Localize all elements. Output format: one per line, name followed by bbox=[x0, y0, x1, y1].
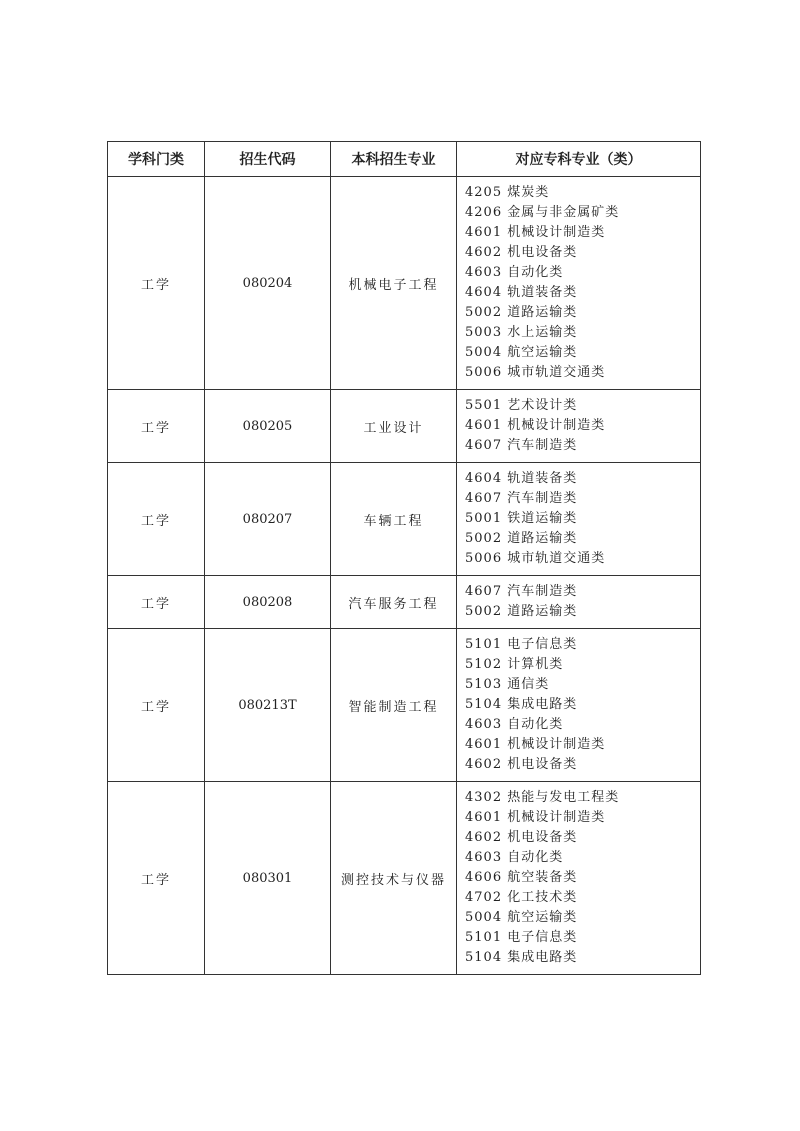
related-item: 5104 集成电路类 bbox=[465, 697, 578, 712]
related-item: 4601 机械设计制造类 bbox=[465, 225, 606, 240]
related-item: 4601 机械设计制造类 bbox=[465, 737, 606, 752]
related-cell bbox=[457, 463, 701, 576]
table-row bbox=[108, 463, 701, 576]
code-cell: 080207 bbox=[205, 463, 331, 576]
table-row bbox=[108, 629, 701, 782]
table-row bbox=[108, 177, 701, 390]
discipline-cell: 工学 bbox=[108, 576, 205, 629]
major-cell: 机械电子工程 bbox=[331, 177, 457, 390]
related-item: 4702 化工技术类 bbox=[465, 890, 578, 905]
related-item: 4302 热能与发电工程类 bbox=[465, 790, 620, 805]
related-item: 5004 航空运输类 bbox=[465, 910, 578, 925]
related-item: 4205 煤炭类 bbox=[465, 185, 550, 200]
discipline-cell: 工学 bbox=[108, 390, 205, 463]
related-item: 4602 机电设备类 bbox=[465, 757, 578, 772]
related-cell bbox=[457, 576, 701, 629]
header-major: 本科招生专业 bbox=[331, 142, 457, 177]
discipline-cell: 工学 bbox=[108, 463, 205, 576]
related-item: 5002 道路运输类 bbox=[465, 531, 578, 546]
related-item: 5006 城市轨道交通类 bbox=[465, 551, 606, 566]
majors-table bbox=[107, 141, 701, 975]
related-item: 4607 汽车制造类 bbox=[465, 584, 578, 599]
related-cell bbox=[457, 177, 701, 390]
code-cell: 080208 bbox=[205, 576, 331, 629]
code-cell: 080204 bbox=[205, 177, 331, 390]
related-item: 5003 水上运输类 bbox=[465, 325, 578, 340]
header-discipline: 学科门类 bbox=[108, 142, 205, 177]
related-item: 4206 金属与非金属矿类 bbox=[465, 205, 620, 220]
related-item: 5001 铁道运输类 bbox=[465, 511, 578, 526]
major-cell: 汽车服务工程 bbox=[331, 576, 457, 629]
related-item: 4603 自动化类 bbox=[465, 850, 564, 865]
discipline-cell: 工学 bbox=[108, 177, 205, 390]
table-row bbox=[108, 782, 701, 975]
related-item: 4607 汽车制造类 bbox=[465, 491, 578, 506]
related-cell bbox=[457, 390, 701, 463]
related-item: 4607 汽车制造类 bbox=[465, 438, 578, 453]
related-item: 5002 道路运输类 bbox=[465, 305, 578, 320]
related-item: 5101 电子信息类 bbox=[465, 930, 578, 945]
related-item: 4603 自动化类 bbox=[465, 265, 564, 280]
header-related: 对应专科专业（类） bbox=[457, 142, 701, 177]
related-item: 4603 自动化类 bbox=[465, 717, 564, 732]
discipline-cell: 工学 bbox=[108, 782, 205, 975]
code-cell: 080205 bbox=[205, 390, 331, 463]
code-cell: 080301 bbox=[205, 782, 331, 975]
header-row bbox=[108, 142, 701, 177]
related-item: 4601 机械设计制造类 bbox=[465, 418, 606, 433]
major-cell: 智能制造工程 bbox=[331, 629, 457, 782]
major-cell: 车辆工程 bbox=[331, 463, 457, 576]
related-item: 5101 电子信息类 bbox=[465, 637, 578, 652]
related-item: 5104 集成电路类 bbox=[465, 950, 578, 965]
related-item: 5006 城市轨道交通类 bbox=[465, 365, 606, 380]
related-cell bbox=[457, 629, 701, 782]
code-cell: 080213T bbox=[205, 629, 331, 782]
related-item: 5002 道路运输类 bbox=[465, 604, 578, 619]
major-cell: 工业设计 bbox=[331, 390, 457, 463]
related-cell bbox=[457, 782, 701, 975]
table-row bbox=[108, 576, 701, 629]
header-code: 招生代码 bbox=[205, 142, 331, 177]
major-cell: 测控技术与仪器 bbox=[331, 782, 457, 975]
related-item: 4602 机电设备类 bbox=[465, 830, 578, 845]
related-item: 4606 航空装备类 bbox=[465, 870, 578, 885]
table-row bbox=[108, 390, 701, 463]
related-item: 5103 通信类 bbox=[465, 677, 550, 692]
related-item: 5102 计算机类 bbox=[465, 657, 564, 672]
related-item: 4604 轨道装备类 bbox=[465, 471, 578, 486]
table-body bbox=[108, 177, 701, 975]
related-item: 4604 轨道装备类 bbox=[465, 285, 578, 300]
discipline-cell: 工学 bbox=[108, 629, 205, 782]
related-item: 4602 机电设备类 bbox=[465, 245, 578, 260]
related-item: 4601 机械设计制造类 bbox=[465, 810, 606, 825]
related-item: 5004 航空运输类 bbox=[465, 345, 578, 360]
related-item: 5501 艺术设计类 bbox=[465, 398, 578, 413]
